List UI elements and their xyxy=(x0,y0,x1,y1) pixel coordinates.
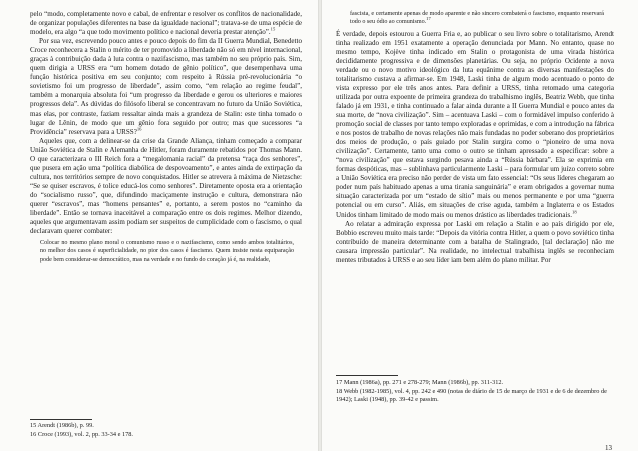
right-block-quote-continued: fascista, e certamente apenas de modo aparente e não sincero combaterá o fascismo, enquanto reservará todo o seu ódio ao comunismo.$^{17}$ xyxy=(350,11,604,26)
footnote-15: 15 Arendt (1986b), p. 99. xyxy=(30,422,94,429)
note-ref-17[interactable]: 17 xyxy=(426,16,431,22)
note-ref-16[interactable]: 16 xyxy=(136,126,142,132)
page-number: 13 xyxy=(605,444,612,451)
note-ref-15[interactable]: 15 xyxy=(270,26,276,32)
note-ref-18[interactable]: 18 xyxy=(572,209,577,215)
footnote-rule xyxy=(336,375,398,376)
footnote-rule xyxy=(30,419,92,420)
right-body-text xyxy=(336,10,614,265)
right-footnotes xyxy=(336,379,614,404)
left-footnotes xyxy=(30,422,302,439)
footnote-16: 16 Croce (1993), vol. 2, pp. 33-34 e 178. xyxy=(30,430,134,438)
left-paragraph-3: Aqueles que, com a delinear-se da crise da Grande Aliança, tinham começado a comparar União Soviética de Stalin e Alemanha de Hitler, foram duramente rebatidos por Thomas Mann. O que caracterizara o III Reich fora a “megalomania racial” da pretensa “raça dos senhores”, que pusera em ação uma “política diabólica de despovoamento”, e antes ainda de extirpação da cultura, nos territórios sempre de novo conquistados. Hitler se atrevera à máxima de Nietzsche: “Se se quiser escravos, é tolice educá-los como senhores”. Diretamente oposta era a orientação do “socialismo russo”, que, difundindo maciçamente instrução e cultura, demonstrara não querer “escravos”, mas “homens pensantes” e, portanto, a serem postos no “caminho da liberdade”. Então se tornava inaceitável a comparação entre os dois regimes. Melhor dizendo, aqueles que argumentavam assim podiam ser suspeitos de cumplicidade com o fascismo, o qual declaravam querer combater: xyxy=(30,136,302,236)
footnote-18: 18 Webb (1982-1985), vol. 4, pp. 242 e 490 (notas de diário de 15 de março de 1931 e de 6 de dezembro de 1942); Laski (1948), pp. 39-42 e passim. xyxy=(336,387,607,403)
left-paragraph-2: Por sua vez, escrevendo pouco antes e pouco depois do fim da II Guerra Mundial, Benedetto Croce reconhecera a Stalin o mérito de ter promovido a liberdade não só em nível internacional, graças à contribuição dada à luta contra o nazifascismo, mas também no seu próprio país. Sim, quem dirigia a URSS era “um homem dotado de gênio político”, que desempenhava uma função histórica positiva em seu conjunto; com respeito à Rússia pré-revolucionária “o sovietismo foi um progresso de liberdade”, assim como, “em relação ao regime feudal”, também a monarquia absoluta foi “um progresso da liberdade e gerou os ulteriores e maiores progressos dela”. As dúvidas do filósofo liberal se concentravam no futuro da União Soviética, mas elas, por contraste, faziam ressaltar ainda mais a grandeza de Stalin: este tinha tomado o lugar de Lênin, de modo que um gênio fora seguido por outro; mas que sucessores “a Providência” reservava para a URSS?$^{16}$ xyxy=(30,37,302,136)
left-block-quote: Colocar no mesmo plano moral o comunismo russo e o nazifascismo, como sendo ambos totalitários, no melhor dos casos é superficialidade, no pior dos casos é fascismo. Quem insiste nesta equiparação pode bem considerar-se democrático, mas na verdade e no fundo do coração já é, na realidade, xyxy=(40,240,294,263)
footnote-17: 17 Mann (1986a), pp. 271 e 278-279; Mann (1986b), pp. 311-312. xyxy=(336,379,504,386)
left-paragraph-1: pelo “modo, completamente novo e cabal, de enfrentar e resolver os conflitos de nacionalidade, de organizar populações diferentes na base da igualdade nacional”; tratava-se de uma espécie de modelo, era algo “a que todo movimento político e nacional deveria prestar atenção”.$^{15}$ xyxy=(30,10,302,37)
left-page xyxy=(0,0,318,451)
right-paragraph-1: É verdade, depois estourou a Guerra Fria e, ao publicar o seu livro sobre o totalitarismo, Arendt tinha realizado em 1951 exatamente a operação denunciada por Mann. No entanto, quase no mesmo tempo, Kojève tinha indicado em Stalin o protagonista de uma virada histórica decididamente progressiva e de dimensões planetárias. Ou seja, no próprio Ocidente a nova verdade ou o novo motivo ideológico da luta equânime contra as diversas manifestações do totalitarismo custava a afirmar-se. Em 1948, Laski tinha de algum modo acentuado o ponto de vista expresso por ele três anos antes. Para definir a URSS, tinha retomado uma categoria utilizada por outra expoente de primeira grandeza do trabalhismo inglês, Beatriz Webb, que tinha falado já em 1931, e tinha continuado a falar ainda durante a II Guerra Mundial e pouco antes da sua morte, de “nova civilização”. Sim – acentuava Laski – com o formidável impulso conferido à promoção social de classes por tanto tempo exploradas e oprimidas, e com a introdução na fábrica e nos postos de trabalho de novas relações não mais fundadas no poder soberano dos proprietários dos meios de produção, o país guiado por Stalin surgira como o “pioneiro de uma nova civilização”. Certamente, tanto uma como o outro se tinham apressado a especificar: sobre a “nova civilização” que estava surgindo pesava ainda a “Rússia bárbara”. Ela se exprimia em formas despóticas, mas – sublinhava particularmente Laski – para formular um juízo correto sobre a União Soviética era preciso não perder de vista um fato essencial: “Os seus líderes chegaram ao poder num país habituado apenas a uma tirania sanguinária” e eram obrigados a governar numa situação caracterizada por um “estado de sítio” mais ou menos permanente e por uma “guerra potencial ou em curso”. Aliás, em situações de crise aguda, também a Inglaterra e os Estados Unidos tinham limitado de modo mais ou menos drástico as liberdades tradicionais.$^{18}$ xyxy=(336,29,614,219)
right-paragraph-2: Ao relatar a admiração expressa por Laski em relação a Stalin e ao país dirigido por ele, Bobbio escreveu muito mais tarde: “Depois da vitória contra Hitler, a quem o povo soviético tinha contribuído de maneira determinante com a batalha de Stalingrado, [tal declaração] não me causara impressão particular”. Na realidade, no intelectual trabalhista inglês se reconheciam mentes tributados à URSS e ao seu líder iam bem além do plano militar. Por xyxy=(336,219,614,264)
right-page xyxy=(322,0,638,451)
left-body-text xyxy=(30,10,302,267)
